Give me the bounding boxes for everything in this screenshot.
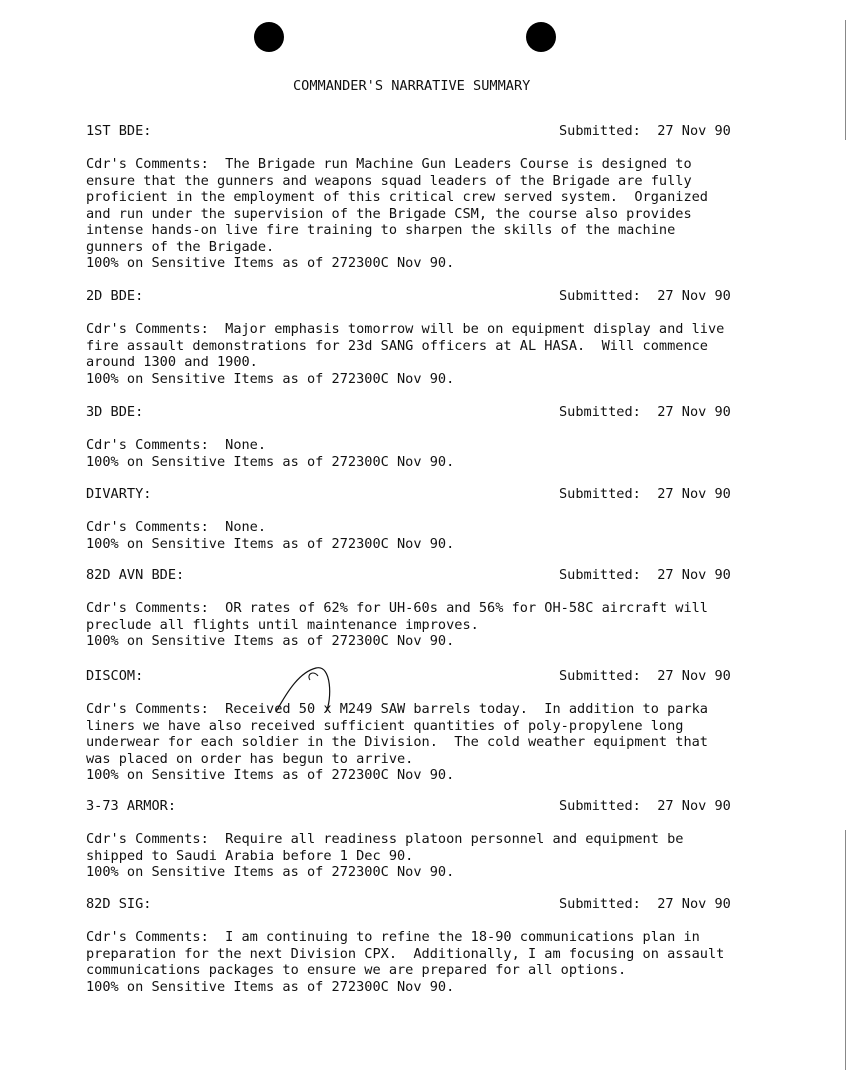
comment-line: Cdr's Comments: None. — [86, 437, 267, 453]
comment-line: proficient in the employment of this critical crew served system. Organized — [86, 189, 708, 205]
comment-line: liners we have also received sufficient quantities of poly-propylene long — [86, 717, 684, 734]
comment-line: shipped to Saudi Arabia before 1 Dec 90. — [86, 847, 414, 864]
comment-line: underwear for each soldier in the Division. The cold weather equipment that — [86, 734, 708, 750]
unit-heading: 3-73 ARMOR: — [86, 798, 177, 814]
comment-line: Cdr's Comments: Require all readiness platoon personnel and equipment be — [86, 831, 684, 847]
comment-line: 100% on Sensitive Items as of 272300C Nov 90. — [86, 767, 455, 783]
commander-comments — [86, 701, 708, 784]
comment-line: Cdr's Comments: Major emphasis tomorrow will be on equipment display and live — [86, 321, 725, 337]
unit-heading: 3D BDE: — [86, 404, 144, 420]
comment-line: and run under the supervision of the Brigade CSM, the course also provides — [86, 205, 692, 222]
scan-edge — [845, 830, 846, 1070]
submitted-date: Submitted: 27 Nov 90 — [559, 798, 731, 814]
comment-line: 100% on Sensitive Items as of 272300C Nov 90. — [86, 255, 455, 271]
comment-line: preparation for the next Division CPX. Additionally, I am focusing on assault — [86, 945, 725, 962]
unit-heading: 82D AVN BDE: — [86, 567, 185, 583]
comment-line: Cdr's Comments: The Brigade run Machine Gun Leaders Course is designed to — [86, 156, 692, 172]
commander-comments — [86, 519, 454, 552]
submitted-date: Submitted: 27 Nov 90 — [559, 486, 731, 502]
commander-comments — [86, 600, 708, 650]
comment-line: 100% on Sensitive Items as of 272300C Nov 90. — [86, 978, 455, 995]
comment-line: 100% on Sensitive Items as of 272300C Nov 90. — [86, 453, 455, 470]
scan-edge — [845, 20, 846, 140]
comment-line: around 1300 and 1900. — [86, 354, 258, 370]
comment-line: intense hands-on live fire training to sharpen the skills of the machine — [86, 222, 676, 238]
submitted-date: Submitted: 27 Nov 90 — [559, 896, 731, 912]
commander-comments — [86, 437, 454, 470]
submitted-date: Submitted: 27 Nov 90 — [559, 668, 731, 684]
commander-comments — [86, 321, 724, 387]
comment-line: preclude all flights until maintenance improves. — [86, 616, 479, 633]
comment-line: Cdr's Comments: OR rates of 62% for UH-60s and 56% for OH-58C aircraft will — [86, 600, 708, 616]
comment-line: fire assault demonstrations for 23d SANG officers at AL HASA. Will commence — [86, 337, 708, 354]
unit-heading: 1ST BDE: — [86, 123, 152, 139]
handwritten-circle-annotation — [270, 660, 340, 720]
unit-heading: DISCOM: — [86, 668, 144, 684]
unit-heading: DIVARTY: — [86, 486, 152, 502]
comment-line: Cdr's Comments: I am continuing to refine the 18-90 communications plan in — [86, 929, 700, 945]
submitted-date: Submitted: 27 Nov 90 — [559, 288, 731, 304]
punch-hole-right — [526, 22, 556, 52]
commander-comments — [86, 831, 683, 881]
page-title: COMMANDER'S NARRATIVE SUMMARY — [293, 78, 531, 94]
unit-heading: 2D BDE: — [86, 288, 144, 304]
comment-line: 100% on Sensitive Items as of 272300C Nov 90. — [86, 633, 455, 649]
comment-line: Cdr's Comments: Received 50 x M249 SAW barrels today. In addition to parka — [86, 701, 708, 717]
commander-comments — [86, 929, 724, 995]
punch-hole-left — [254, 22, 284, 52]
submitted-date: Submitted: 27 Nov 90 — [559, 567, 731, 583]
comment-line: gunners of the Brigade. — [86, 238, 275, 255]
submitted-date: Submitted: 27 Nov 90 — [559, 123, 731, 139]
comment-line: Cdr's Comments: None. — [86, 519, 267, 535]
unit-heading: 82D SIG: — [86, 896, 152, 912]
comment-line: was placed on order has begun to arrive. — [86, 750, 414, 767]
comment-line: communications packages to ensure we are prepared for all options. — [86, 962, 627, 978]
commander-comments — [86, 156, 708, 272]
comment-line: ensure that the gunners and weapons squad leaders of the Brigade are fully — [86, 172, 692, 189]
comment-line: 100% on Sensitive Items as of 272300C Nov 90. — [86, 535, 455, 552]
comment-line: 100% on Sensitive Items as of 272300C Nov 90. — [86, 864, 455, 880]
comment-line: 100% on Sensitive Items as of 272300C Nov 90. — [86, 370, 455, 387]
submitted-date: Submitted: 27 Nov 90 — [559, 404, 731, 420]
